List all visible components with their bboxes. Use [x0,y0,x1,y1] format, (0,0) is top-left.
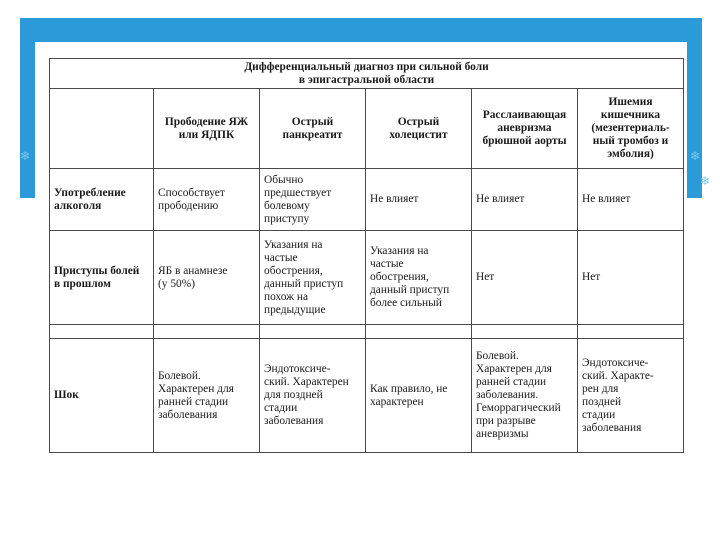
table-cell: Эндотоксиче- ский. Характе- рен для поздней стадии заболевания [578,339,684,453]
table-cell: ЯБ в анамнезе (у 50%) [154,231,260,325]
spacer-cell [366,325,472,339]
table-row [50,339,684,453]
table-title-line-2: в эпигастральной области [298,73,435,86]
table-cell: Обычно предшествует болевому приступу [260,169,366,231]
table-title-row [50,59,684,89]
table-cell: Нет [578,231,684,325]
spacer-cell [154,325,260,339]
water-drop-icon: ❄ [690,149,701,163]
column-header-row [50,89,684,169]
table-cell: Не влияет [578,169,684,231]
row-label-shock: Шок [50,339,154,453]
water-drop-icon: ❄ [20,149,31,163]
table-title-line-1: Дифференциальный диагноз при сильной боли [244,60,489,73]
spacer-cell [578,325,684,339]
spacer-cell [472,325,578,339]
table-row [50,169,684,231]
table-cell: Указания на частые обострения, данный приступ более сильный [366,231,472,325]
row-label-pain-history: Приступы болей в прошлом [50,231,154,325]
differential-diagnosis-table [49,58,684,453]
table-cell: Способствует прободению [154,169,260,231]
spacer-cell [50,325,154,339]
table-cell: Как правило, не характерен [366,339,472,453]
column-header-perforation: Прободение ЯЖ или ЯДПК [154,89,260,169]
column-header-aortic-aneurysm: Расслаивающая аневризма брюшной аорты [472,89,578,169]
table-cell: Указания на частые обострения, данный приступ похож на предыдущие [260,231,366,325]
table-cell: Не влияет [366,169,472,231]
water-drop-icon: ❄ [700,174,711,188]
table-cell: Болевой. Характерен для ранней стадии заболевания. Геморрагический при разрыве аневризмы [472,339,578,453]
table-cell: Нет [472,231,578,325]
table-row [50,231,684,325]
spacer-cell [260,325,366,339]
column-header-pancreatitis: Острый панкреатит [260,89,366,169]
table-cell: Не влияет [472,169,578,231]
spacer-row [50,325,684,339]
table-cell: Болевой. Характерен для ранней стадии заболевания [154,339,260,453]
row-label-alcohol: Употребление алкоголя [50,169,154,231]
column-header-intestinal-ischemia: Ишемия кишечника (мезентериаль- ный тромбоз и эмболия) [578,89,684,169]
header-empty-cell [50,89,154,169]
column-header-cholecystitis: Острый холецистит [366,89,472,169]
table-cell: Эндотоксиче- ский. Характерен для поздней стадии заболевания [260,339,366,453]
table-title [50,59,684,89]
